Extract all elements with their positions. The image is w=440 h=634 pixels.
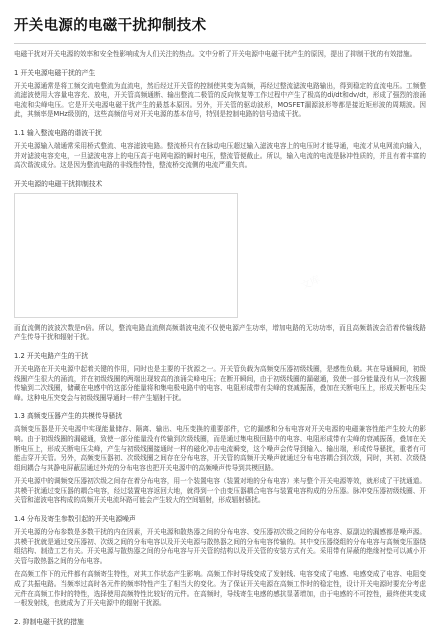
intro-paragraph: 电磁干扰对开关电源的效率和安全性影响成为人们关注的热点。文中分析了开关电源中电磁干扰产生的原因，提出了抑制干扰的有效措施。 — [14, 50, 417, 58]
sub12-heading: 1.2 开关电路产生的干扰 — [14, 351, 89, 360]
section1-heading: 1 开关电源电磁干扰的产生 — [14, 68, 96, 77]
sub13-heading: 1.3 高频变压器产生的共模传导骚扰 — [14, 412, 123, 421]
sub13-paragraph-2: 开关电源中的调频变压器初次级之间存在着分布电容，用一个装置电容（装置对地的分布电容）来与整个开关电源等效，就形成了干扰通道。共模干扰通过变压器的耦合电容，经过装置电容返回大地，就得到一个由变压器耦合电容与装置电容构成的分压器。脉冲变压器初级线圈、开关管和滤波电容构成的高频开关电流环路可能会产生较大的空间辐射，形成辐射骚扰。 — [14, 477, 426, 505]
sub11-paragraph: 开关电源输入端通常采用桥式整流、电容滤波电路。整流桥只有在脉动电压超过输入滤波电容上的电压时才能导通，电流才从电网流向输入，并对滤波电容充电，一旦滤波电容上的电压高于电网电源的瞬时电压，整流管便截止。所以，输入电流的电流是脉冲性质的，并且有着丰富的高次谐波成分。这是因为整流电路的非线性特性，整流桥交流侧的电流严重失真。 — [14, 141, 426, 170]
sub14-paragraph-2: 在高频工作下的元件都有高频寄生特性，对其工作状态产生影响。高频工作时导线变成了发射线、电容变成了电感、电感变成了电容、电阻变成了共振电路。当频率过高时各元件的频率特性产生了相当大的变化。为了保证开关电源在高频工作时的稳定性，设计开关电源时要充分考虑元件在高频工作时的特性，选择使用高频特性比较好的元件。在高频时，导线寄生电感的感抗显著增加，由于电感的不可控性，最终使其变成一根发射线，也就成为了开关电源中的辐射干扰源。 — [14, 570, 426, 608]
watermark — [298, 270, 322, 292]
sub11-heading: 1.1 输入整流电路的谐波干扰 — [14, 128, 102, 137]
figure-caption: 开关电源的电磁干扰抑制技术 — [14, 179, 103, 188]
page-title: 开关电源的电磁干扰抑制技术 — [14, 18, 207, 34]
section2-heading: 2. 抑制电磁干扰的措施 — [14, 617, 84, 626]
sub14-heading: 1.4 分布及寄生参数引起的开关电源噪声 — [14, 515, 136, 524]
sub12-paragraph: 开关电路在开关电源中起着关键的作用，同时也是主要的干扰源之一。开关管负载为高频变压器初级线圈，是感性负载。其在导通瞬间，初级线圈产生很大的涌流，并在初级线圈的两端出现较高的浪涌尖峰电压；在断开瞬间，由于初级线圈的漏磁通，致使一部分能量没有从一次线圈传输到二次线圈，储藏在电感中的这部分能量将和集电极电路中的电容、电阻形成带有尖峰的衰减振荡，叠加在关断电压上，形成关断电压尖峰。这种电压突变会与初级线圈导通时一样产生辐射干扰。 — [14, 364, 426, 402]
after-figure-paragraph: 而直流侧的波波次数是n倍。所以，整流电路直流侧高频谐波电流不仅使电源产生功率，增加电路的无功功率，而且高频谐波会沿着传输线路产生传导干扰和辐射干扰。 — [14, 323, 426, 342]
figure-image — [14, 193, 238, 318]
sub14-paragraph: 开关电源的分布参数是多数干扰的内在因素，开关电源和散热器之间的分布电容、变压器初次级之间的分布电容、原副边的漏感都是噪声源。共模干扰就是通过变压器初、次级之间的分布电容以及开关电源与散热器之间的分布电容传输的。其中变压器绕组的分布电容与高频变压器绕组结构、制造工艺有关。开关电源与散热器之间的分布电容与开关管的结构以及开关管的安装方式有关。采用带有屏蔽的绝缘衬垫可以减小开关管与散热器之间的分布电容。 — [14, 528, 426, 565]
sub13-paragraph: 高频变压器是开关电源中实现能量储存、隔离、输出、电压变换的重要部件，它的漏感和分布电容对开关电源的电磁兼容性能产生较大的影响。由于初级线圈的漏磁通，致使一部分能量没有传输到次级线圈，而是通过集电极回路中的电容、电阻形成带有尖峰的衰减振荡，叠加在关断电压上，形成关断电压尖峰，产生与初级线圈接通时一样的磁化冲击电流瞬变，这个噪声会传导到输入、输出端，形成传导骚扰，重者有可能击穿开关管。另外，高频变压器初、次级线圈之间存在分布电容，开关管的高频开关噪声就通过分布电容耦合到次级，同时，其初、次级绕组间耦合与其静电屏蔽层通过外壳的分布电容也把开关电源中的高频噪声传导到共模回路。 — [14, 425, 426, 472]
section1-paragraph: 开关电源通常是将工频交流电整流为直流电，然后经过开关管的控制使其变为高频，再经过整流滤波电路输出，得到稳定的直流电压。工频整流滤波使用大容量电容充、放电，开关管高频通断、输出整流二极管的反向恢复等工作过程中产生了极高的di/dt和dv/dt，形成了强烈的浪涌电流和尖峰电压。它是开关电源电磁干扰产生的最基本原因。另外，开关管的驱动波形，MOSFET漏源波形等都是接近矩形波的周期波。因此，其频率是MHz级别的，这些高频信号对开关电源的基本信号，特别是控制电路的信号造成干扰。 — [14, 81, 426, 119]
title-divider — [14, 43, 426, 44]
document-page — [0, 14, 440, 634]
